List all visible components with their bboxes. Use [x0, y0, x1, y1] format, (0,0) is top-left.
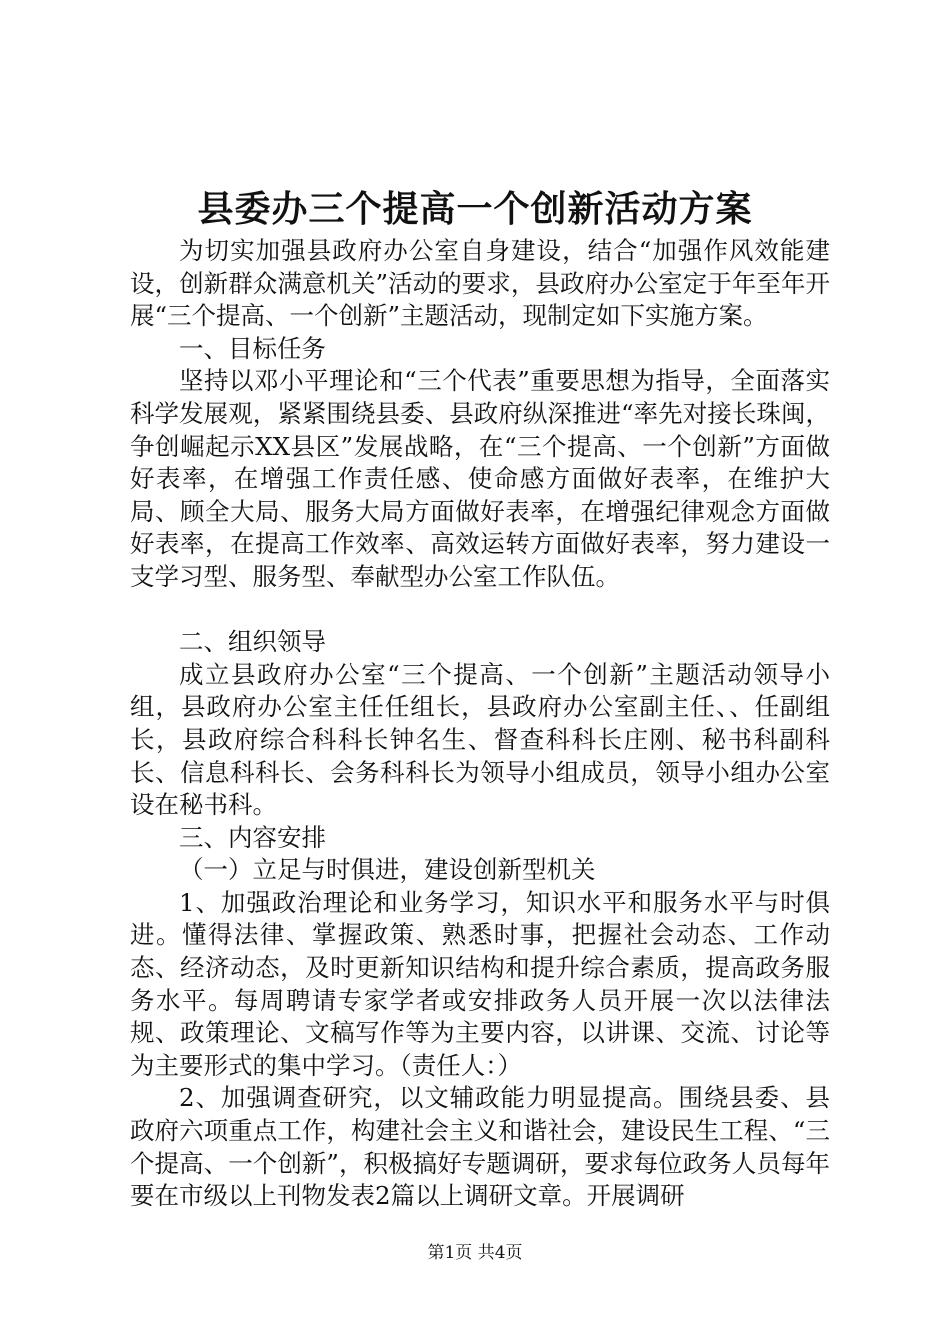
document-body: [130, 235, 830, 1213]
section-heading-organization: 二、组织领导: [179, 627, 326, 657]
section-heading-content: 三、内容安排: [179, 822, 326, 852]
organization-paragraph: 成立县政府办公室“三个提高、一个创新”主题活动领导小组，县政府办公室主任任组长，县政府办公室副主任、、任副组长，县政府综合科科长钟名生、督查科科长庄刚、秘书科副科长、信息科科长、会务科科长为领导小组成员，领导小组办公室设在秘书科。: [130, 659, 830, 820]
section-heading-goals: 一、目标任务: [179, 333, 326, 363]
item-paragraph-research: 2、加强调查研究，以文辅政能力明显提高。围绕县委、县政府六项重点工作，构建社会主义和谐社会，建设民生工程、“三个提高、一个创新”，积极搞好专题调研，要求每位政务人员每年要在市级以上刊物发表2篇以上调研文章。开展调研: [130, 1083, 830, 1211]
page-footer: 第1页 共4页: [427, 1243, 523, 1263]
intro-paragraph: 为切实加强县政府办公室自身建设，结合“加强作风效能建设，创新群众满意机关”活动的要求，县政府办公室定于年至年开展“三个提高、一个创新”主题活动，现制定如下实施方案。: [130, 236, 830, 331]
item-paragraph-study: 1、加强政治理论和业务学习，知识水平和服务水平与时俱进。懂得法律、掌握政策、熟悉时事，把握社会动态、工作动态、经济动态，及时更新知识结构和提升综合素质，提高政务服务水平。每周聘请专家学者或安排政务人员开展一次以法律法规、政策理论、文稿写作等为主要内容，以讲课、交流、讨论等为主要形式的集中学习。（责任人：）: [130, 887, 830, 1080]
goals-paragraph: 坚持以邓小平理论和“三个代表”重要思想为指导，全面落实科学发展观，紧紧围绕县委、县政府纵深推进“率先对接长珠闽，争创崛起示XX县区”发展战略，在“三个提高、一个创新”方面做好表率，在增强工作责任感、使命感方面做好表率，在维护大局、顾全大局、服务大局方面做好表率，在增强纪律观念方面做好表率，在提高工作效率、高效运转方面做好表率，努力建设一支学习型、服务型、奉献型办公室工作队伍。: [130, 366, 830, 591]
document-title: 县委办三个提高一个创新活动方案: [197, 188, 753, 230]
subsection-heading-innovation: （一）立足与时俱进，建设创新型机关: [179, 855, 596, 885]
